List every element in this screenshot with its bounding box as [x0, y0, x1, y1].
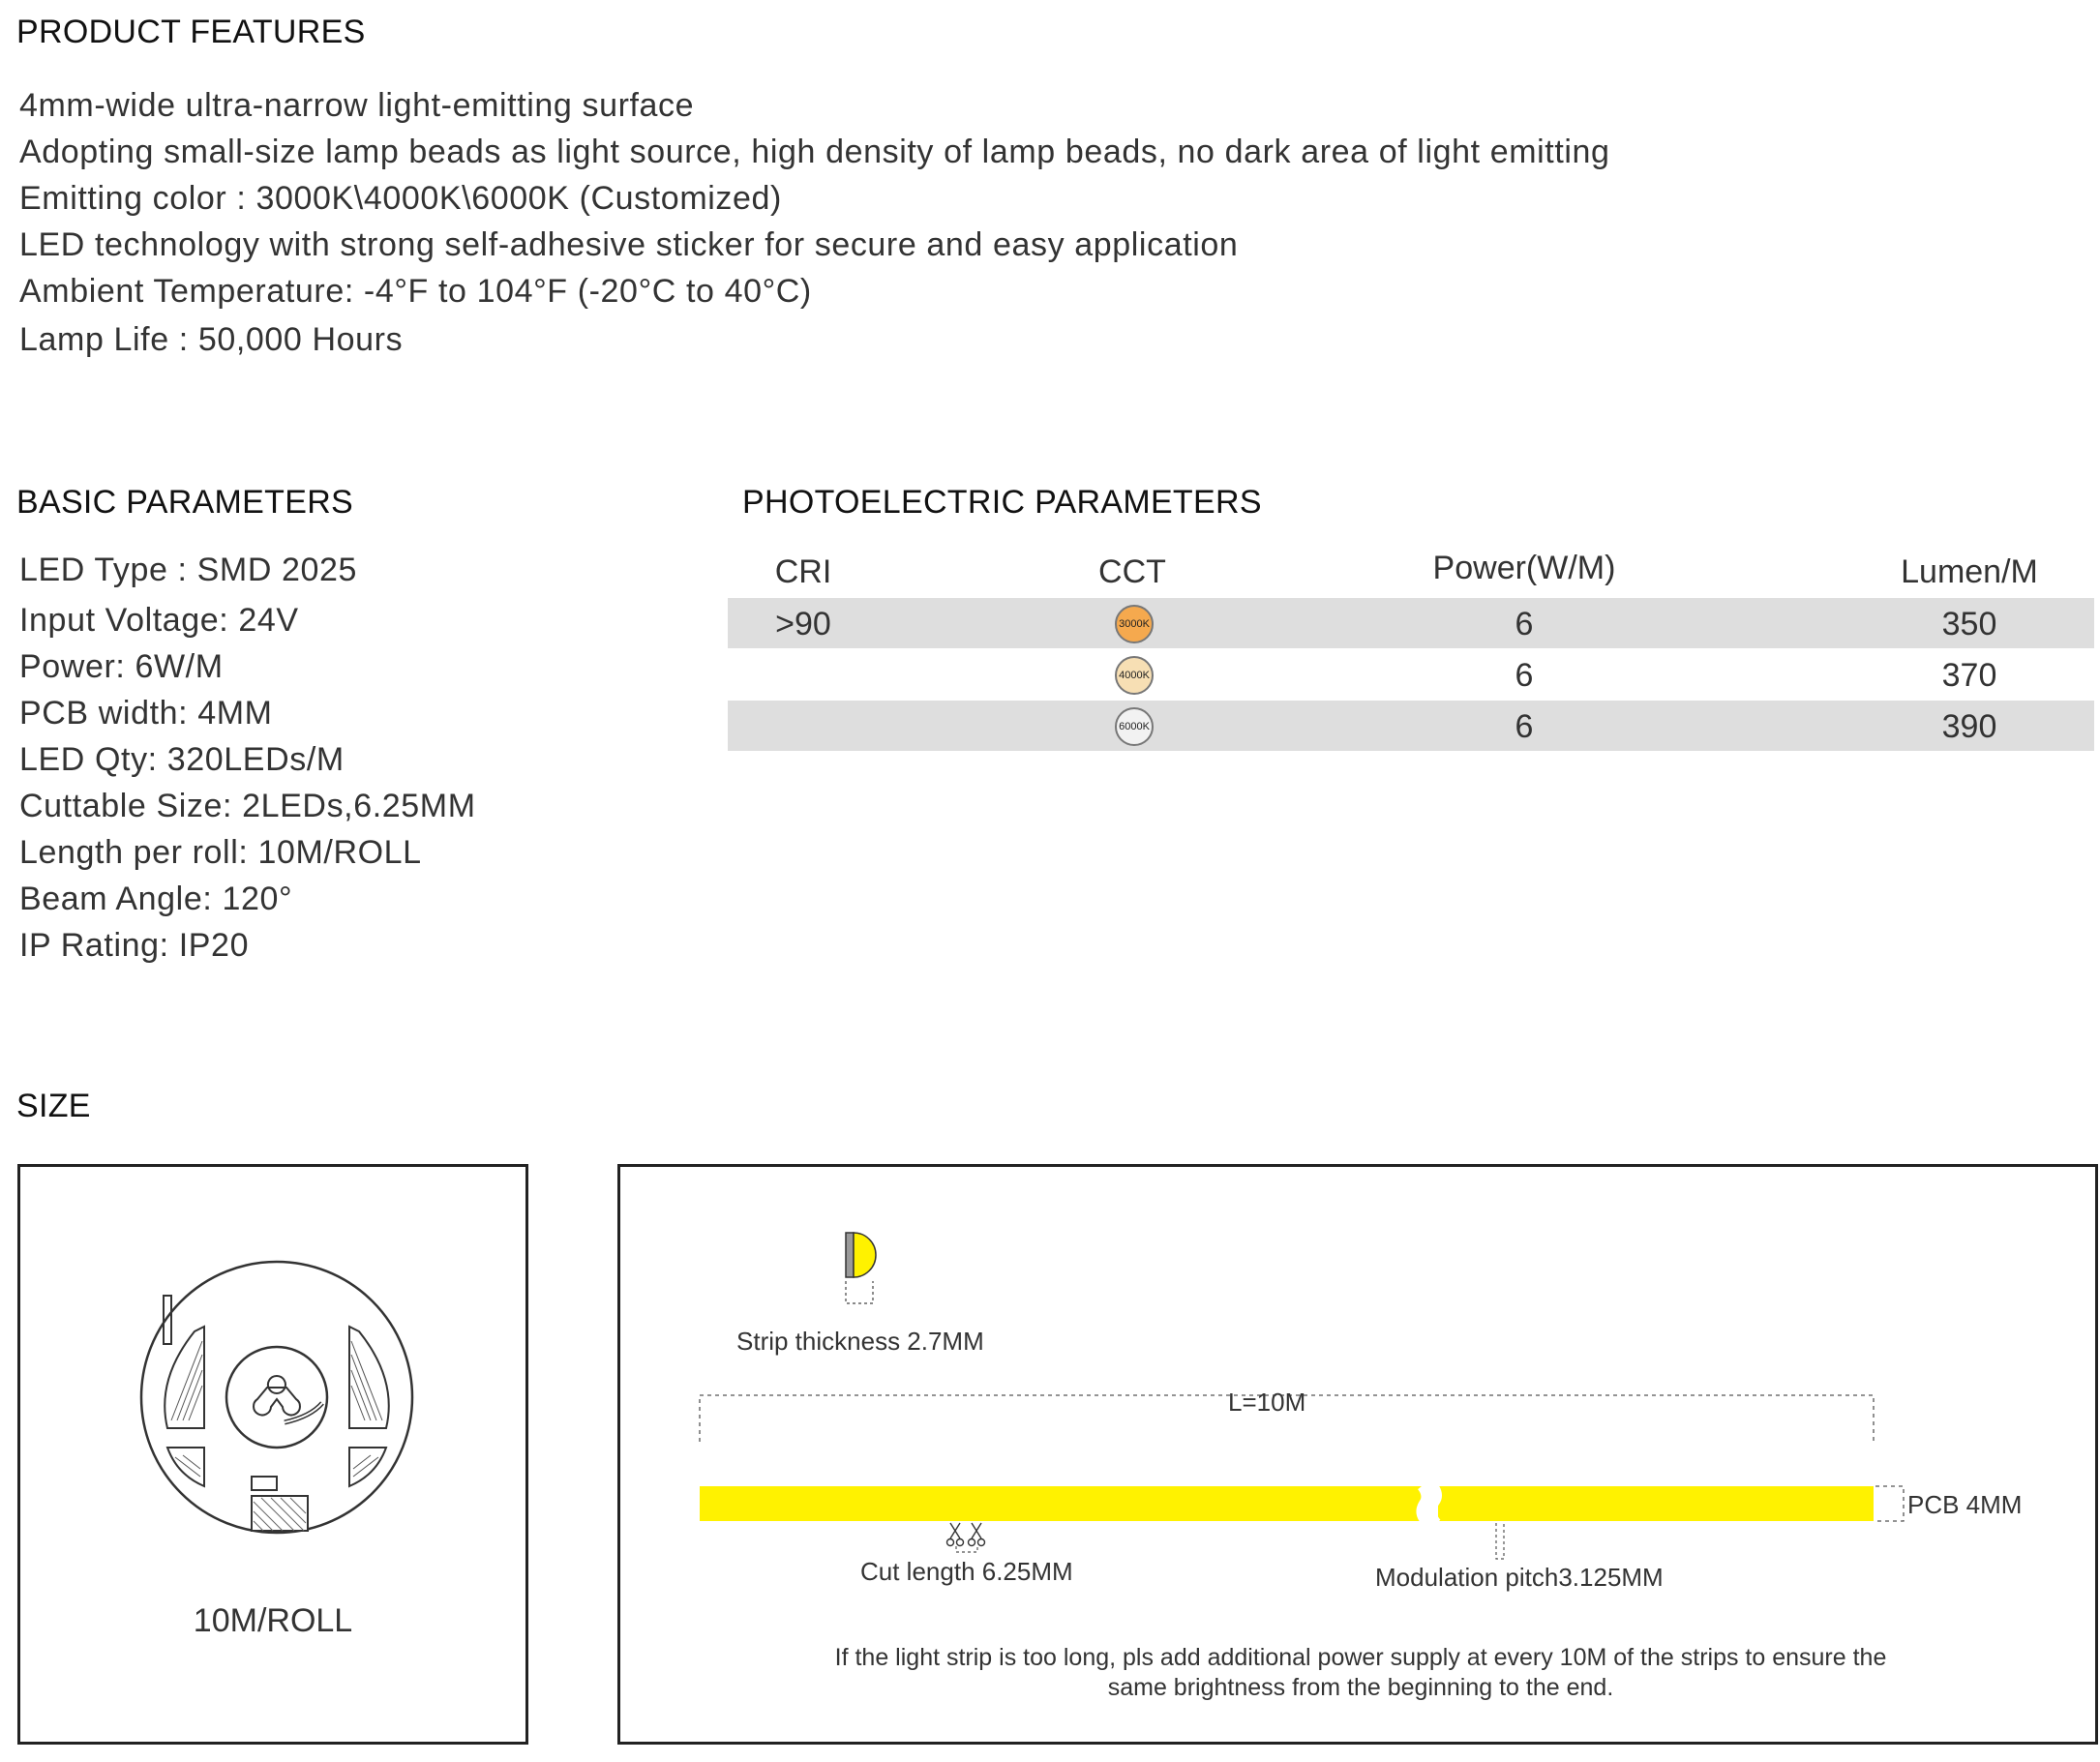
product-features-heading: PRODUCT FEATURES [16, 14, 366, 50]
table-cell-power: 6 [1515, 657, 1534, 694]
modulation-pitch-label: Modulation pitch3.125MM [1375, 1563, 1664, 1592]
table-cell-power: 6 [1515, 708, 1534, 745]
power-supply-note [698, 1643, 2024, 1703]
table-cell-lumen: 390 [1941, 708, 1997, 745]
feature-item: Ambient Temperature: -4°F to 104°F (-20°C to 40°C) [19, 273, 812, 310]
feature-item: 4mm-wide ultra-narrow light-emitting surface [19, 87, 695, 124]
basic-param-item: Length per roll: 10M/ROLL [19, 834, 422, 871]
table-row-band [728, 598, 2094, 648]
cut-length-label: Cut length 6.25MM [860, 1557, 1073, 1586]
photoelectric-parameters-heading: PHOTOELECTRIC PARAMETERS [742, 484, 1262, 521]
cct-color-badge: 3000K [1115, 605, 1154, 643]
scissors-icon [947, 1523, 985, 1546]
cct-color-badge: 4000K [1115, 656, 1154, 695]
basic-param-item: Power: 6W/M [19, 648, 224, 685]
table-cell-cri: >90 [775, 606, 831, 642]
basic-param-item: LED Qty: 320LEDs/M [19, 741, 345, 778]
basic-param-item: LED Type : SMD 2025 [19, 552, 358, 588]
cct-color-badge: 6000K [1115, 707, 1154, 746]
table-row-band [728, 701, 2094, 751]
led-strip-segment [1438, 1486, 1874, 1521]
table-header-lumen: Lumen/M [1901, 553, 2038, 590]
strip-profile-icon [846, 1233, 876, 1303]
strip-thickness-label: Strip thickness 2.7MM [736, 1327, 984, 1356]
note-line: same brightness from the beginning to the end. [1107, 1674, 1614, 1701]
basic-param-item: IP Rating: IP20 [19, 927, 250, 964]
table-cell-power: 6 [1515, 606, 1534, 642]
basic-parameters-heading: BASIC PARAMETERS [16, 484, 354, 521]
feature-item: Adopting small-size lamp beads as light source, high density of lamp beads, no dark area of light emitting [19, 134, 1610, 170]
led-roll-icon [20, 1167, 525, 1742]
basic-param-item: Beam Angle: 120° [19, 881, 293, 917]
basic-param-item: Cuttable Size: 2LEDs,6.25MM [19, 788, 476, 824]
basic-param-item: Input Voltage: 24V [19, 602, 299, 639]
table-cell-lumen: 370 [1941, 657, 1997, 694]
basic-param-item: PCB width: 4MM [19, 695, 273, 732]
note-line: If the light strip is too long, pls add additional power supply at every 10M of the strips to ensure the [834, 1644, 1887, 1671]
size-heading: SIZE [16, 1088, 91, 1124]
table-cell-lumen: 350 [1941, 606, 1997, 642]
led-strip-segment [700, 1486, 1424, 1521]
table-header-cri: CRI [774, 553, 832, 590]
roll-illustration-box [17, 1164, 528, 1745]
table-header-cct: CCT [1098, 553, 1166, 590]
feature-item: Emitting color : 3000K\4000K\6000K (Customized) [19, 180, 782, 217]
feature-item: LED technology with strong self-adhesive sticker for secure and easy application [19, 226, 1239, 263]
pcb-width-label: PCB 4MM [1907, 1490, 2023, 1519]
roll-length-label: 10M/ROLL [193, 1602, 353, 1639]
strip-dimension-box [617, 1164, 2098, 1745]
table-header-power: Power(W/M) [1432, 550, 1616, 586]
strip-length-label: L=10M [1228, 1388, 1306, 1417]
feature-item: Lamp Life : 50,000 Hours [19, 321, 404, 358]
